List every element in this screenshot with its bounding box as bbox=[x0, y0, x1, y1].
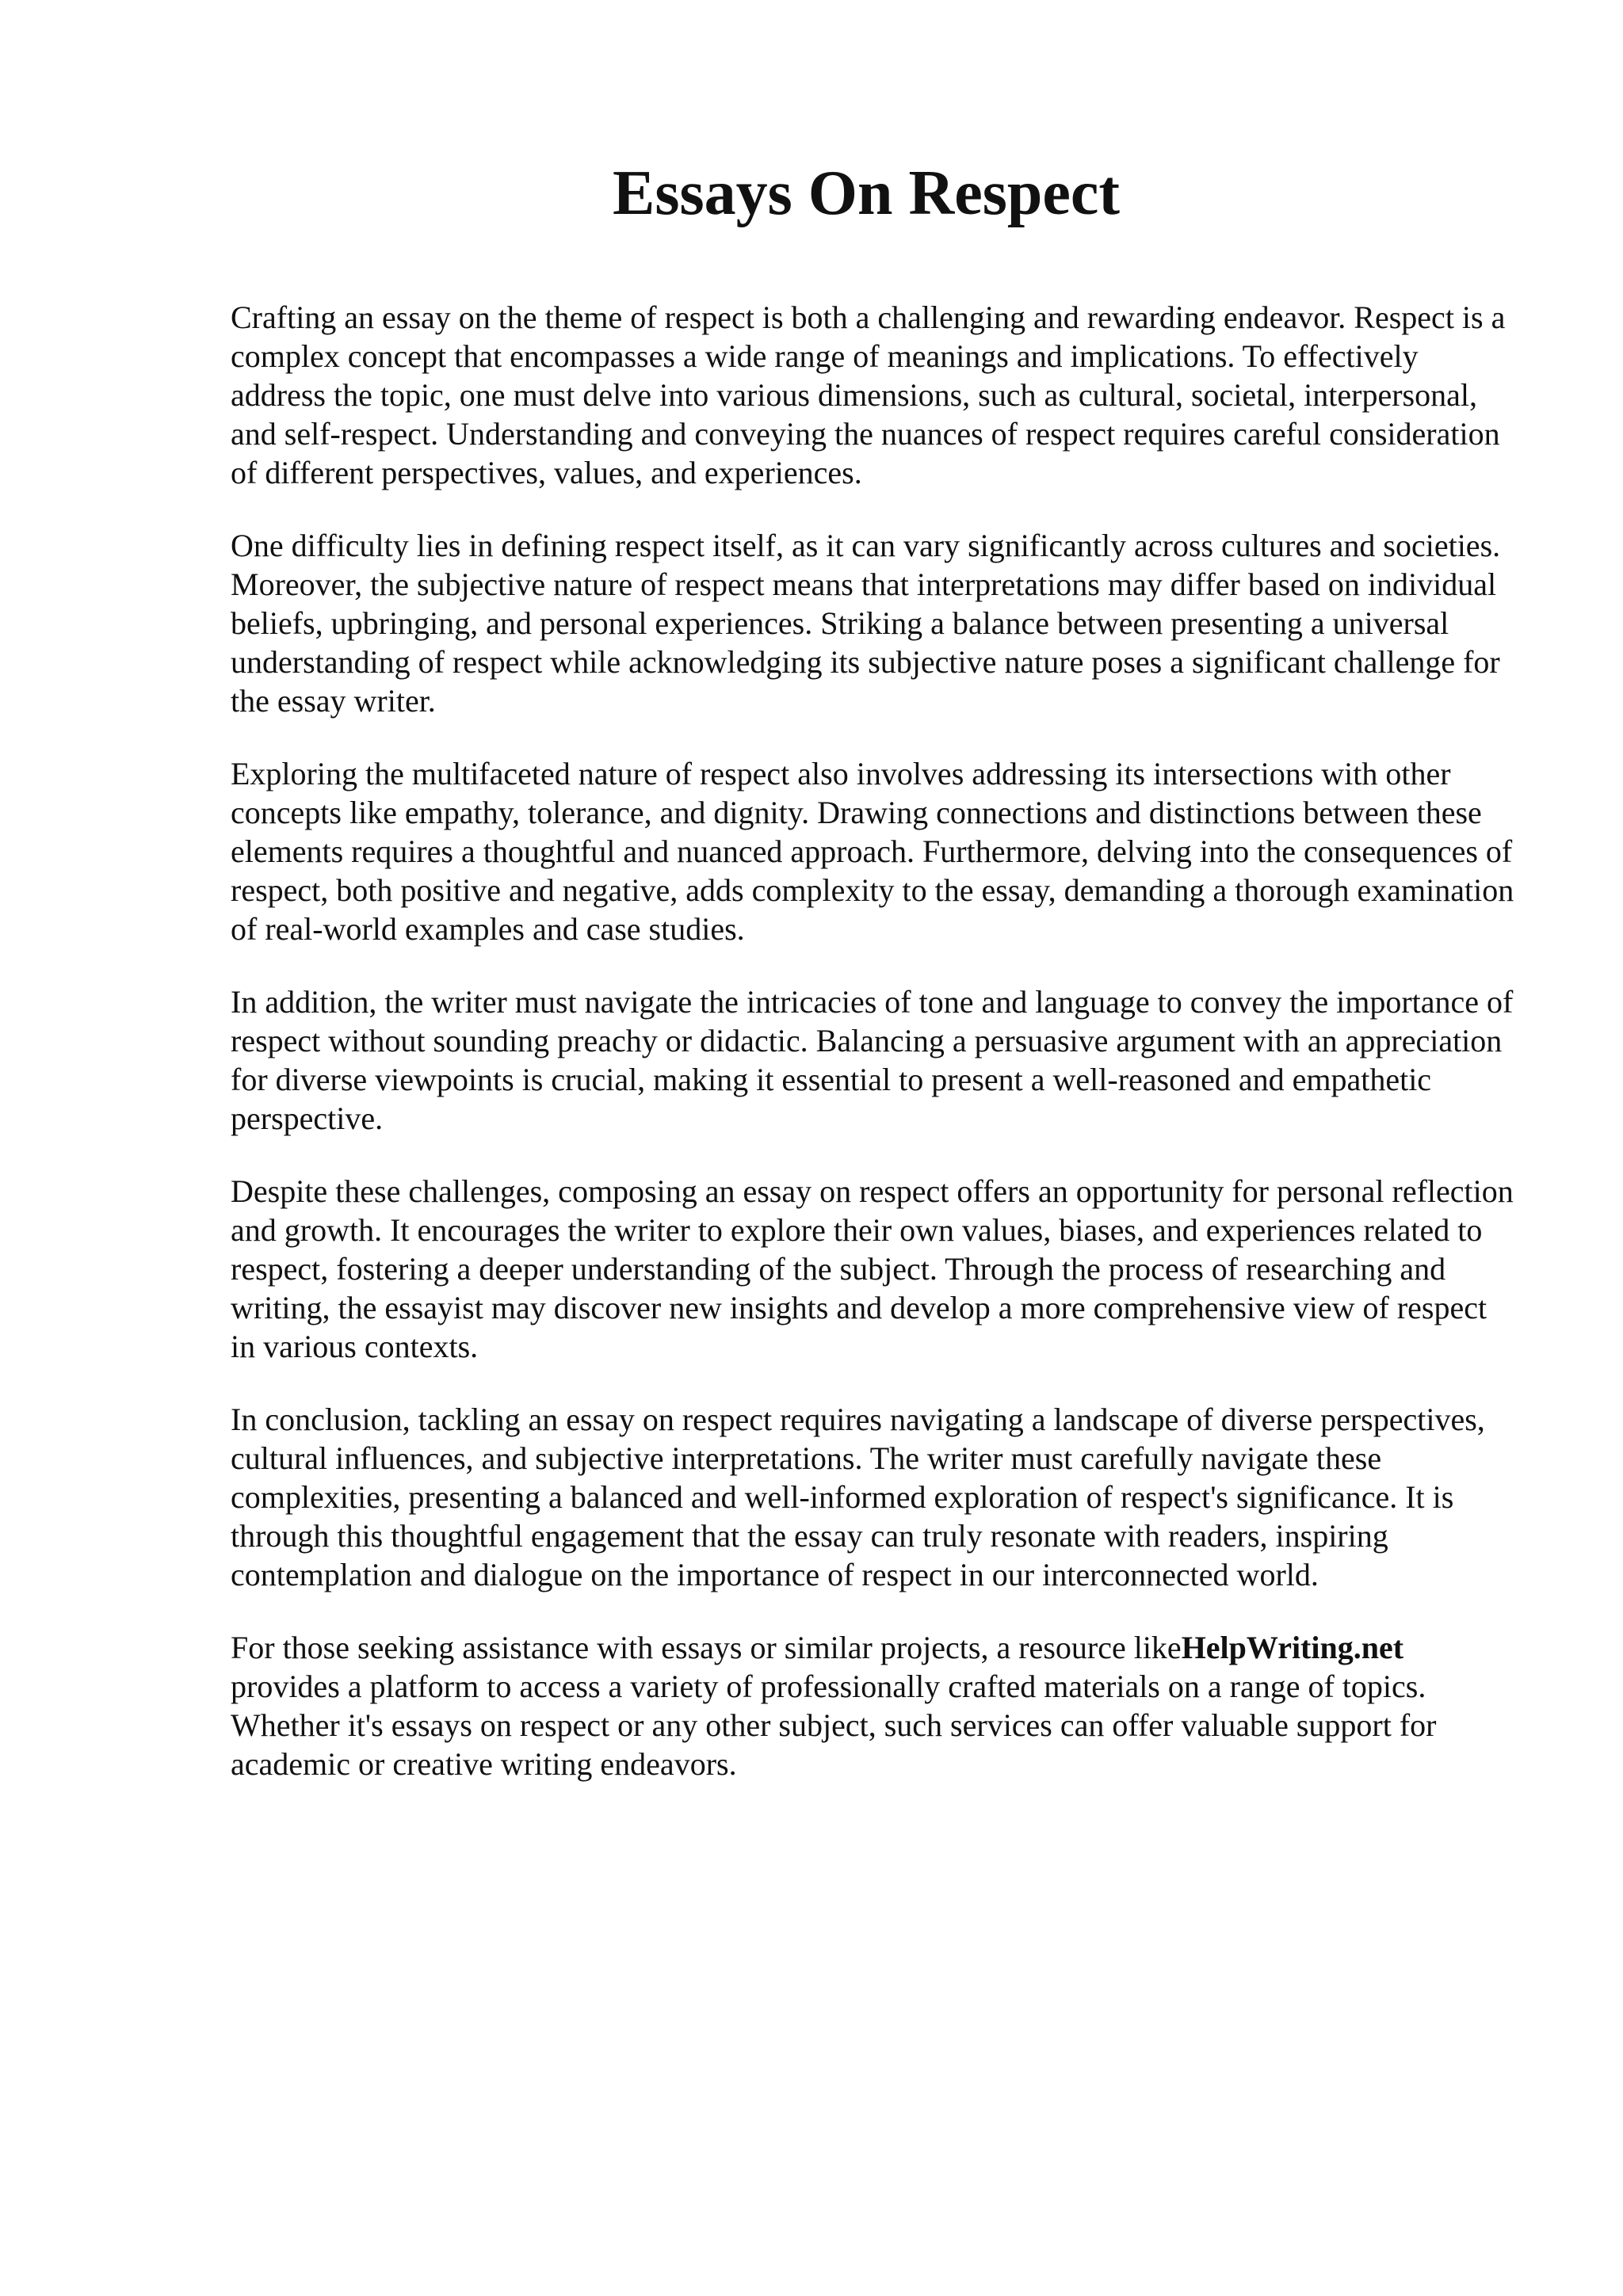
paragraph-4: In addition, the writer must navigate the intricacies of tone and language to convey the importance of respect without sounding preachy or didactic. Balancing a persuasive argument with an appreciation for diverse viewpoints is crucial, making it essential to present a well-reasoned and empathetic perspective. bbox=[231, 984, 1514, 1136]
paragraph-2: One difficulty lies in defining respect itself, as it can vary significantly across cultures and societies. Moreover, the subjective nature of respect means that interpretations may differ based on individual beliefs, upbringing, and personal experiences. Striking a balance between presenting a universal understanding of respect while acknowledging its subjective nature poses a significant challenge for the essay writer. bbox=[231, 528, 1501, 719]
closing-rest-text: provides a platform to access a variety of professionally crafted materials on a range of topics. Whether it's essays on respect or any other subject, such services can offer valuable support for academic or creative writing endeavors. bbox=[231, 1669, 1437, 1782]
paragraph-3: Exploring the multifaceted nature of respect also involves addressing its intersections with other concepts like empathy, tolerance, and dignity. Drawing connections and distinctions between these elements requires a thoughtful and nuanced approach. Furthermore, delving into the consequences of respect, both positive and negative, adds complexity to the essay, demanding a thorough examination of real-world examples and case studies. bbox=[231, 756, 1514, 947]
closing-paragraph bbox=[231, 1628, 1514, 1783]
paragraph-6: In conclusion, tackling an essay on respect requires navigating a landscape of diverse perspectives, cultural influences, and subjective interpretations. The writer must carefully navigate these complexities, presenting a balanced and well-informed exploration of respect's significance. It is through this thoughtful engagement that the essay can truly resonate with readers, inspiring contemplation and dialogue on the importance of respect in our interconnected world. bbox=[231, 1402, 1485, 1592]
page-title: Essays On Respect bbox=[612, 158, 1121, 228]
essay-body bbox=[231, 298, 1514, 1817]
closing-intro-text: For those seeking assistance with essays or similar projects, a resource like bbox=[231, 1630, 1182, 1665]
paragraph-5: Despite these challenges, composing an essay on respect offers an opportunity for personal reflection and growth. It encourages the writer to explore their own values, biases, and experiences related to respect, fostering a deeper understanding of the subject. Through the process of researching and writing, the essayist may discover new insights and develop a more comprehensive view of respect in various contexts. bbox=[231, 1173, 1514, 1364]
brand-name: HelpWriting.net bbox=[1181, 1630, 1404, 1665]
paragraph-1: Crafting an essay on the theme of respect is both a challenging and rewarding endeavor. Respect is a complex concept that encompasses a wide range of meanings and implications. To effectively address the topic, one must delve into various dimensions, such as cultural, societal, interpersonal, and self-respect. Understanding and conveying the nuances of respect requires careful consideration of different perspectives, values, and experiences. bbox=[231, 299, 1506, 490]
